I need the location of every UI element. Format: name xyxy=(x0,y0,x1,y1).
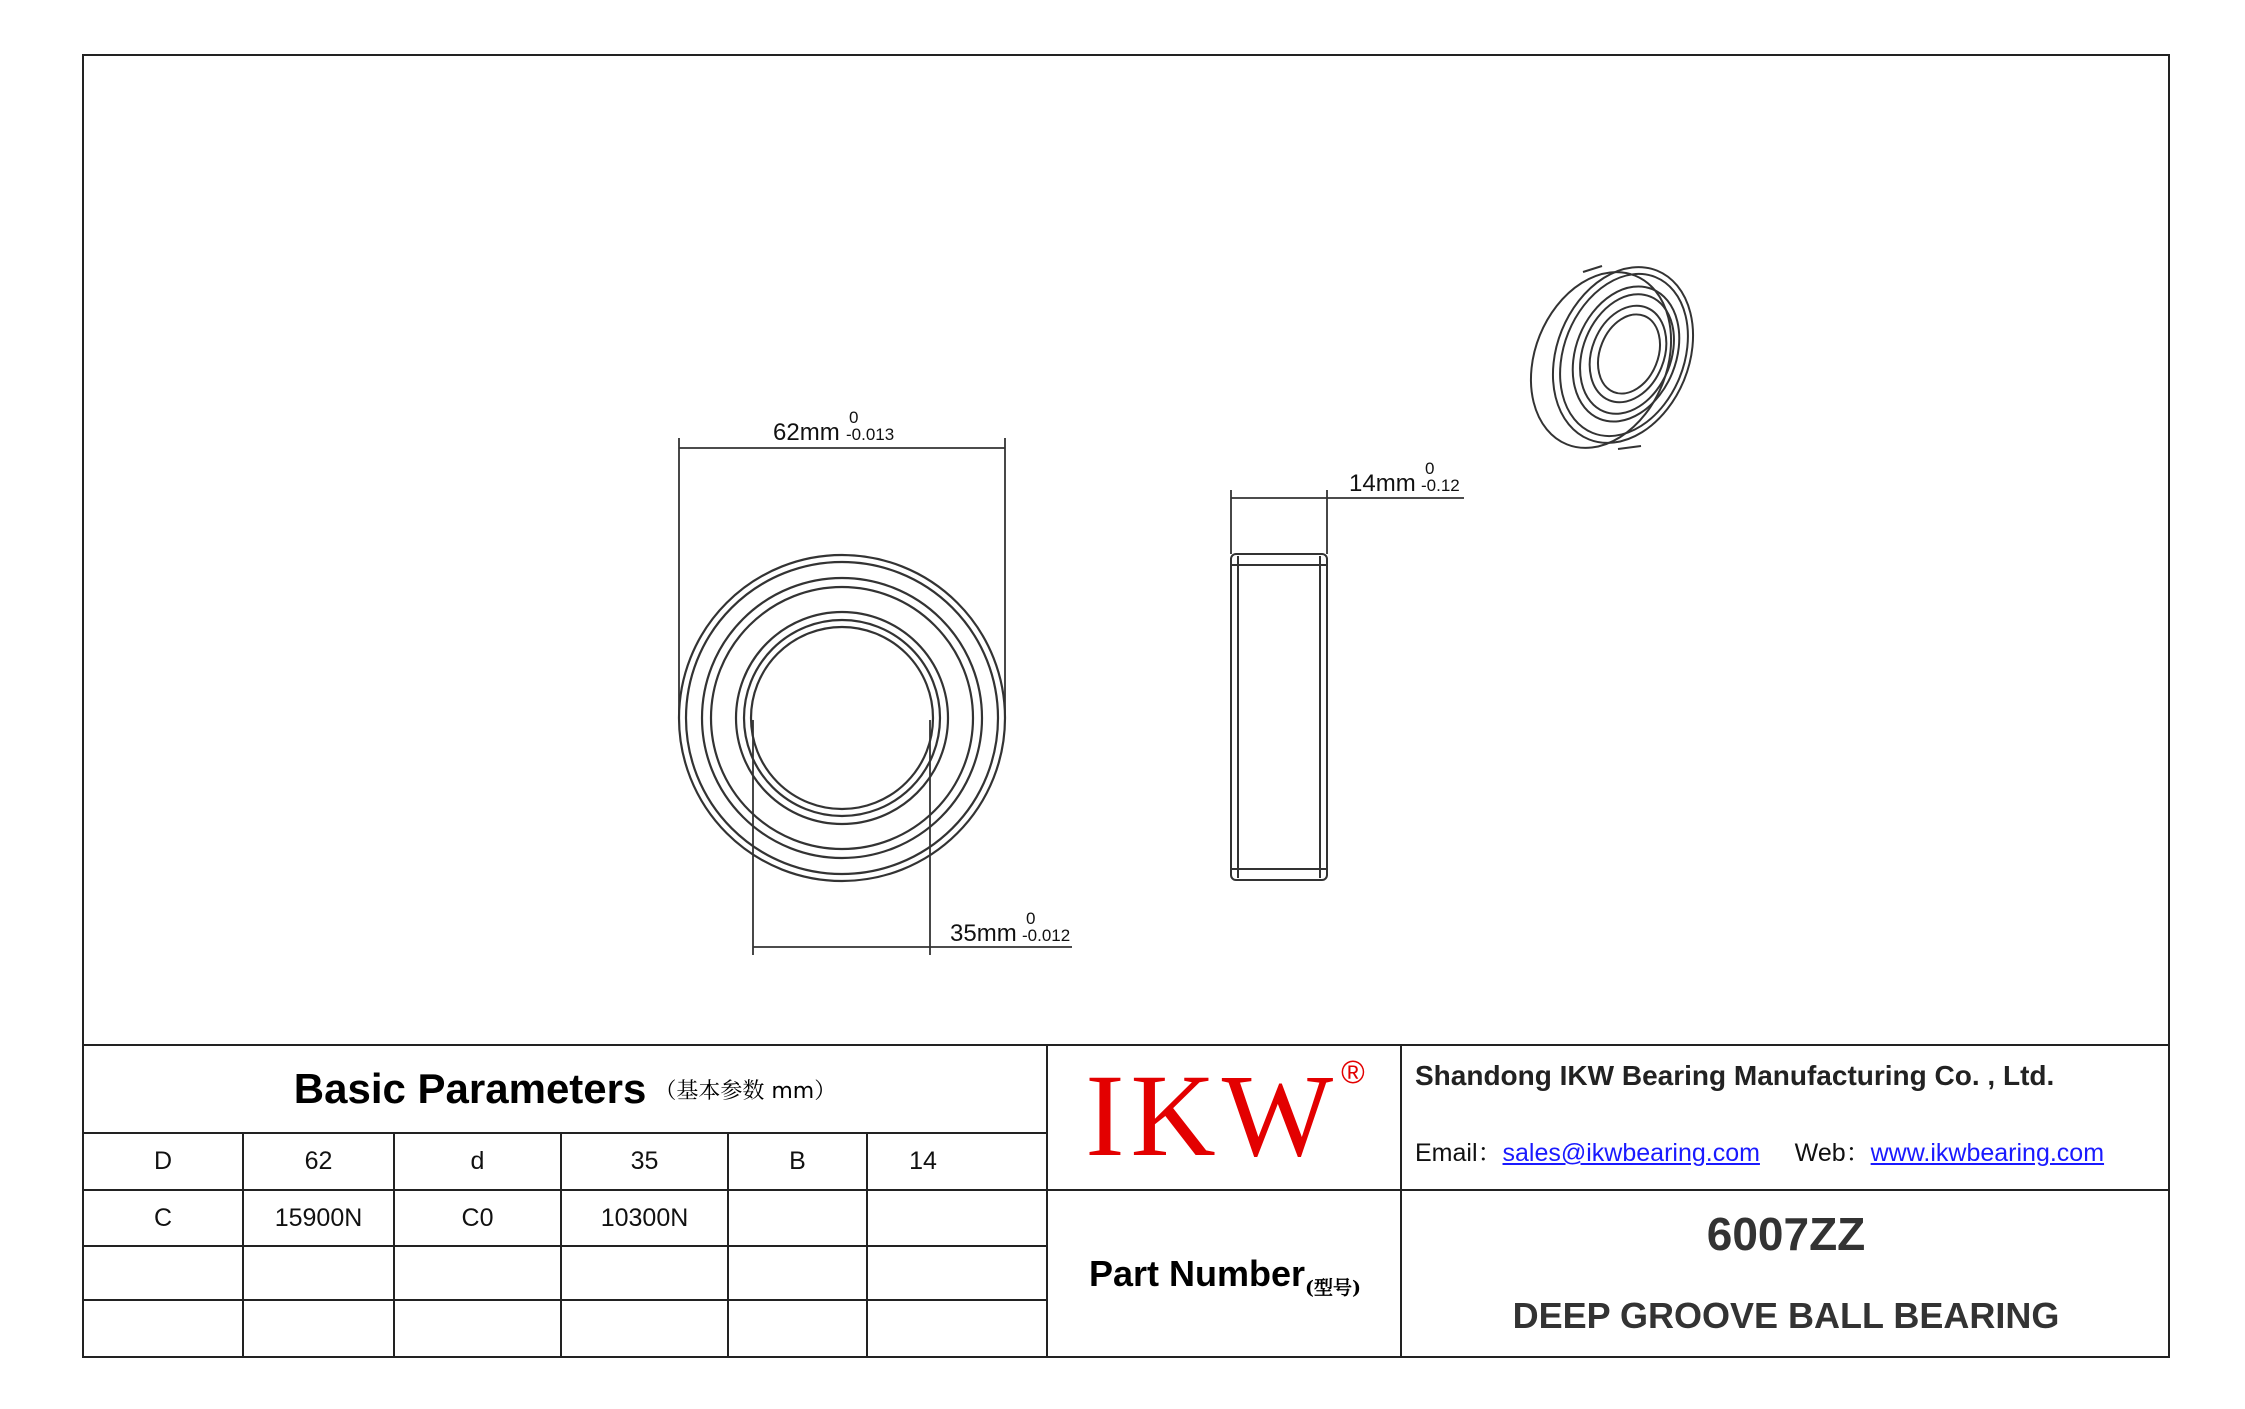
side-outline xyxy=(1231,554,1327,880)
table-cell xyxy=(729,1191,866,1245)
dim-width-upper-tol: 0 xyxy=(1425,459,1435,478)
table-cell xyxy=(84,1301,242,1356)
dim-width-lower-tol: -0.12 xyxy=(1421,476,1460,495)
inner-ring-outer-edge xyxy=(736,612,948,824)
dimension-width xyxy=(1231,490,1464,554)
table-cell: C0 xyxy=(461,1203,494,1232)
iso-front-rim-inner xyxy=(1537,255,1711,456)
bearing-front-view xyxy=(679,555,1005,881)
title-block-divider xyxy=(1046,1044,1048,1358)
web-label: Web： xyxy=(1794,1139,1871,1167)
table-cell xyxy=(244,1247,393,1299)
iso-inner-ring xyxy=(1576,294,1680,414)
table-cell xyxy=(395,1247,560,1299)
company-name: Shandong IKW Bearing Manufacturing Co. , Ltd. xyxy=(1415,1060,2055,1091)
part-description: DEEP GROOVE BALL BEARING xyxy=(1512,1295,2060,1336)
table-cell xyxy=(729,1247,866,1299)
dim-bore-upper-tol: 0 xyxy=(1026,909,1036,928)
table-cell xyxy=(729,1301,866,1356)
iso-front-rim xyxy=(1528,246,1719,464)
part-number-title: Part Number xyxy=(1088,1253,1306,1294)
table-cell: d xyxy=(470,1147,485,1175)
email-label: Email： xyxy=(1415,1139,1503,1167)
logo-wordmark: IKW xyxy=(1085,1050,1340,1181)
outer-ring-edge xyxy=(679,555,1005,881)
table-cell: D xyxy=(153,1147,173,1175)
inner-ring-chamfer xyxy=(744,620,940,816)
table-cell: 15900N xyxy=(274,1203,363,1232)
registered-mark: ® xyxy=(1341,1054,1365,1090)
company-logo xyxy=(1050,1046,1400,1186)
email-link[interactable]: sales@ikwbearing.com xyxy=(1502,1139,1760,1167)
contact-spacer xyxy=(1760,1139,1795,1167)
part-number-subtitle: (型号) xyxy=(1305,1277,1362,1299)
part-number-label xyxy=(1050,1190,1400,1358)
table-cell xyxy=(868,1191,1046,1245)
table-cell xyxy=(562,1301,727,1356)
table-cell: 14 xyxy=(909,1147,937,1175)
dim-bore-value: 35mm xyxy=(950,920,1017,947)
table-cell xyxy=(868,1247,1046,1299)
table-cell xyxy=(244,1301,393,1356)
dim-outer-lower-tol: -0.013 xyxy=(846,425,895,444)
outer-ring-chamfer xyxy=(686,562,998,874)
dim-outer-value: 62mm xyxy=(773,419,840,446)
dim-width-value: 14mm xyxy=(1349,470,1416,497)
table-cell xyxy=(395,1301,560,1356)
table-cell: 62 xyxy=(304,1147,333,1175)
dim-bore-lower-tol: -0.012 xyxy=(1022,926,1071,945)
part-number-value: 6007ZZ xyxy=(1706,1208,1866,1260)
web-link[interactable]: www.ikwbearing.com xyxy=(1870,1139,2105,1167)
table-cell: 10300N xyxy=(600,1203,689,1232)
bore-edge xyxy=(751,627,933,809)
table-cell xyxy=(868,1301,1046,1356)
bearing-side-view xyxy=(1231,554,1327,880)
table-cell: B xyxy=(789,1147,806,1175)
basic-parameters-heading xyxy=(84,1046,1046,1132)
company-contact xyxy=(1415,1133,2104,1169)
table-cell xyxy=(84,1247,242,1299)
iso-silhouette-bottom xyxy=(1618,446,1641,449)
basic-parameters-title: Basic Parameters xyxy=(293,1065,647,1112)
bearing-isometric-view xyxy=(1506,246,1719,469)
basic-parameters-subtitle: （基本参数 mm） xyxy=(654,1078,837,1104)
iso-silhouette-top xyxy=(1583,266,1602,272)
dimension-bore-diameter xyxy=(753,720,1072,955)
dim-outer-upper-tol: 0 xyxy=(849,408,859,427)
table-cell: C xyxy=(153,1203,173,1232)
table-cell xyxy=(562,1247,727,1299)
table-cell: 35 xyxy=(630,1147,659,1175)
